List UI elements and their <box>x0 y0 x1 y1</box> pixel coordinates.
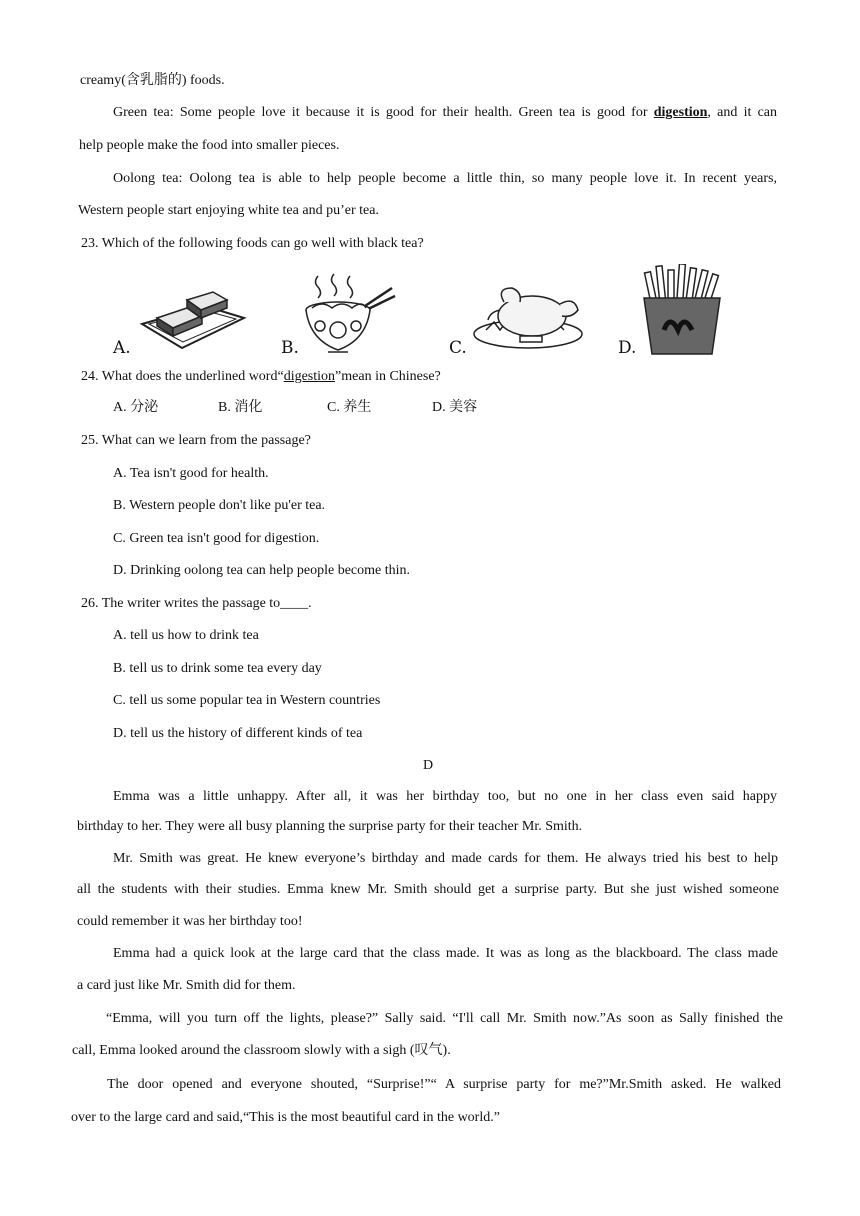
roast-chicken-image <box>470 280 586 356</box>
passage-line: Western people start enjoying white tea and pu’er tea. <box>78 203 379 218</box>
option-26-b[interactable]: B. tell us to drink some tea every day <box>113 661 322 676</box>
question-24-stem: 24. What does the underlined word“digestion”mean in Chinese? <box>81 369 441 384</box>
option-24-a[interactable]: A. 分泌 <box>113 400 159 415</box>
passage-d-line: over to the large card and said,“This is the most beautiful card in the world.” <box>71 1110 500 1125</box>
question-23-stem: 23. Which of the following foods can go well with black tea? <box>81 236 424 251</box>
option-c-label: C. <box>449 338 467 358</box>
passage-d-line: call, Emma looked around the classroom slowly with a sigh (叹气). <box>72 1043 451 1058</box>
question-25-stem: 25. What can we learn from the passage? <box>81 433 311 448</box>
option-26-c[interactable]: C. tell us some popular tea in Western countries <box>113 693 381 708</box>
passage-line: creamy(含乳脂的) foods. <box>80 73 225 88</box>
passage-d-line: “Emma, will you turn off the lights, please?” Sally said. “I'll call Mr. Smith now.”As soon as Sally finished the <box>106 1011 783 1026</box>
section-heading: D <box>422 758 434 773</box>
passage-line: help people make the food into smaller pieces. <box>79 138 340 153</box>
passage-d-line: The door opened and everyone shouted, “Surprise!”“ A surprise party for me?”Mr.Smith asked. He walked <box>107 1077 781 1092</box>
passage-d-line: Emma had a quick look at the large card that the class made. It was as long as the blackboard. The class made <box>113 946 778 961</box>
option-a-label: A. <box>113 338 131 358</box>
option-25-c[interactable]: C. Green tea isn't good for digestion. <box>113 531 320 546</box>
passage-d-line: birthday to her. They were all busy planning the surprise party for their teacher Mr. Smith. <box>77 819 583 834</box>
underlined-keyword: digestion <box>283 369 336 384</box>
passage-d-line: Mr. Smith was great. He knew everyone’s birthday and made cards for them. He always tried his best to help <box>113 851 778 866</box>
passage-d-line: all the students with their studies. Emma knew Mr. Smith should get a surprise party. But she just wished someone <box>77 882 779 897</box>
option-25-b[interactable]: B. Western people don't like pu'er tea. <box>113 498 326 513</box>
noodle-bowl-image <box>300 272 400 358</box>
option-25-a[interactable]: A. Tea isn't good for health. <box>113 466 269 481</box>
option-24-c[interactable]: C. 养生 <box>327 400 372 415</box>
french-fries-image <box>640 264 724 356</box>
question-26-stem: 26. The writer writes the passage to____. <box>81 596 312 611</box>
option-b-label: B. <box>281 338 299 358</box>
option-26-a[interactable]: A. tell us how to drink tea <box>113 628 259 643</box>
passage-d-line: a card just like Mr. Smith did for them. <box>77 978 296 993</box>
option-d-label: D. <box>618 338 637 358</box>
passage-line-oolong: Oolong tea: Oolong tea is able to help people become a little thin, so many people love it. In recent years, <box>113 171 777 186</box>
option-24-b[interactable]: B. 消化 <box>218 400 263 415</box>
passage-d-line: Emma was a little unhappy. After all, it was her birthday too, but no one in her class even said happy <box>113 789 777 804</box>
option-25-d[interactable]: D. Drinking oolong tea can help people become thin. <box>113 563 411 578</box>
sandwich-plate-image <box>137 286 247 356</box>
underlined-keyword: digestion <box>653 105 708 120</box>
option-24-d[interactable]: D. 美容 <box>432 400 478 415</box>
passage-line-green-tea: Green tea: Some people love it because it is good for their health. Green tea is good for digestion, and it can <box>113 105 777 120</box>
passage-d-line: could remember it was her birthday too! <box>77 914 303 929</box>
option-26-d[interactable]: D. tell us the history of different kinds of tea <box>113 726 363 741</box>
